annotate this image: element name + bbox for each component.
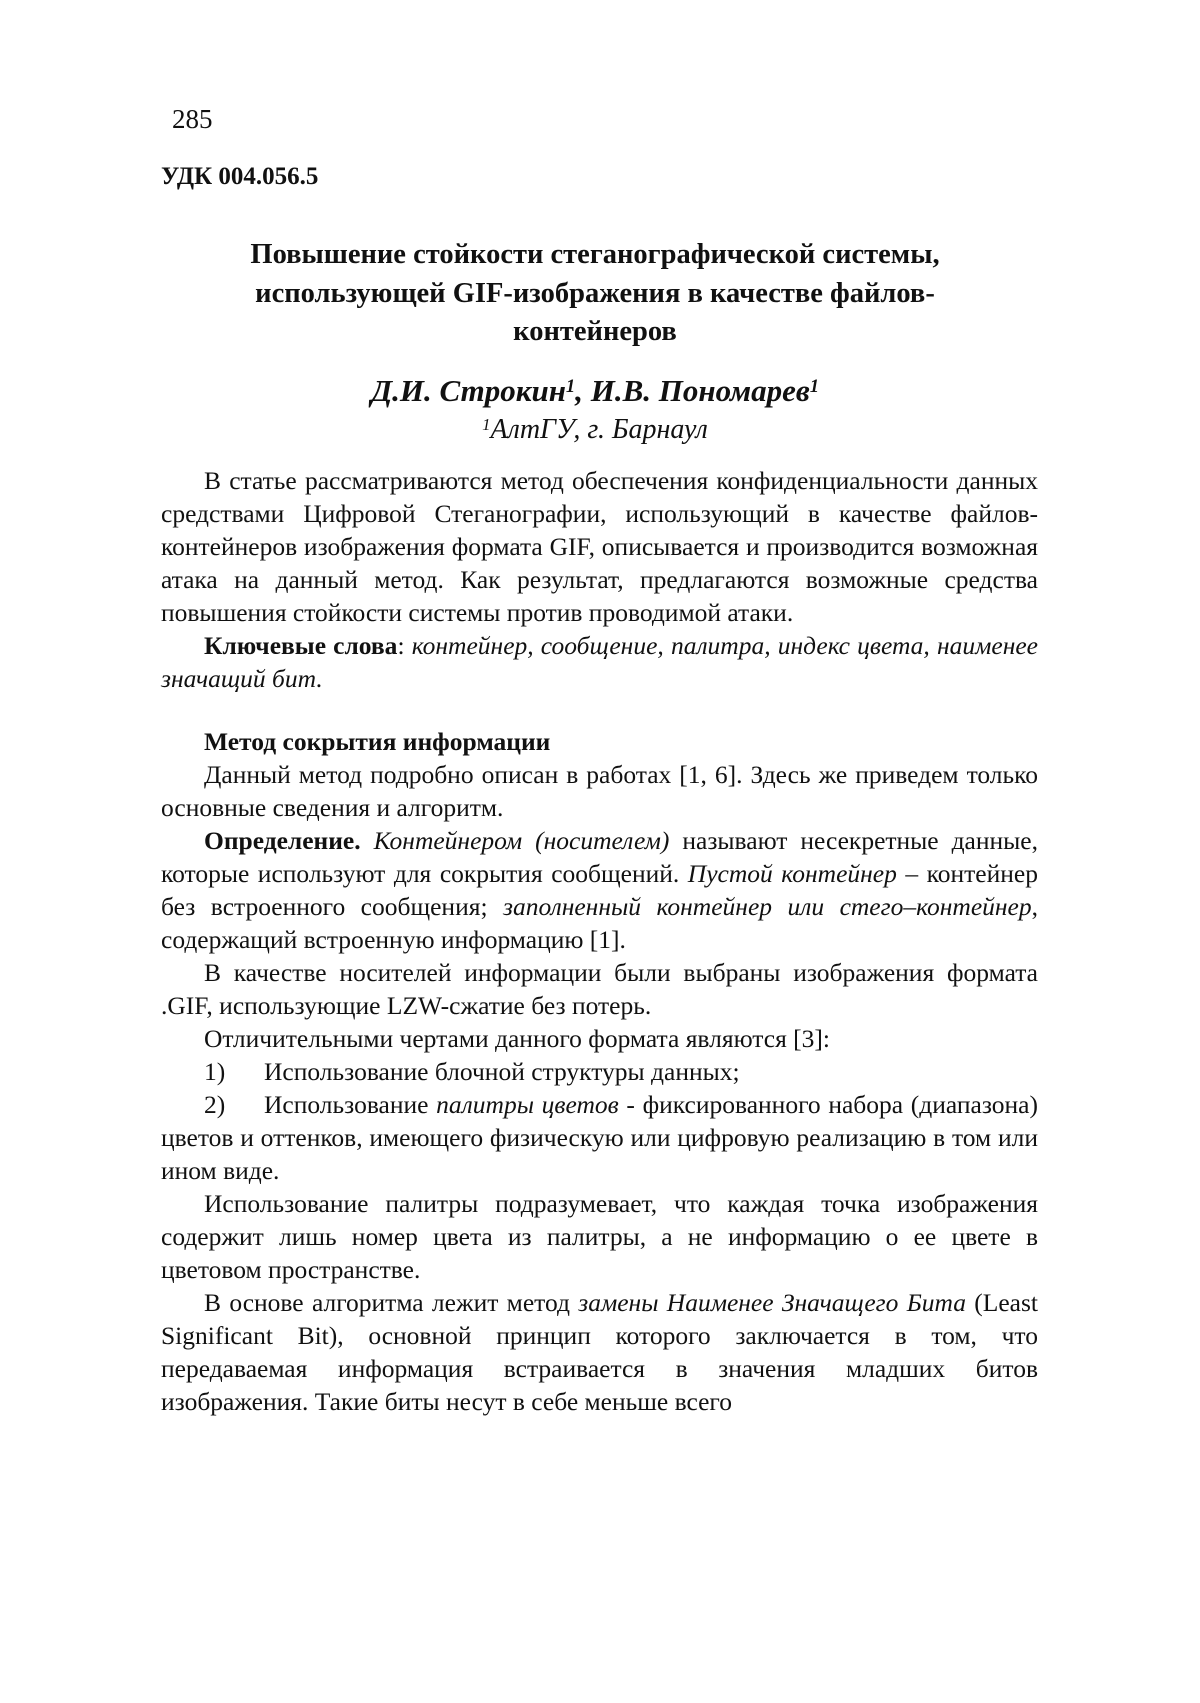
paragraph — [161, 1286, 1038, 1418]
paragraph-text: (Least Significant Bit), основной принцип которого заключается в том, что передаваемая информация встраивается в значения младших битов изображения. Такие биты несут в себе меньше всего — [161, 1288, 1038, 1416]
author-affiliation-mark: 1 — [810, 376, 819, 397]
paper-title — [150, 236, 1040, 352]
definition — [161, 824, 1038, 956]
list-item — [161, 1088, 1038, 1187]
paragraph: В качестве носителей информации были выбраны изображения формата .GIF, использующие LZW-сжатие без потерь. — [161, 956, 1038, 1022]
title-line: Повышение стойкости стеганографической системы, — [150, 236, 1040, 275]
definition-term: Контейнером (носителем) — [374, 826, 670, 855]
list-term: палитры цветов — [436, 1090, 619, 1119]
section-gap — [161, 695, 1038, 725]
definition-text: – контейнер без встроенного сообщения; — [161, 859, 1038, 921]
paragraph-term: замены Наименее Значащего Бита — [578, 1288, 966, 1317]
keywords — [161, 629, 1038, 695]
definition-term: Пустой контейнер — [688, 859, 897, 888]
definition-term: заполненный контейнер или стего–контейнер — [503, 892, 1032, 921]
keywords-label: Ключевые слова — [204, 631, 397, 660]
definition-text: называют несекретные данные, которые используют для сокрытия сообщений. — [161, 826, 1038, 888]
authors — [150, 372, 1040, 410]
paragraph-text: В основе алгоритма лежит метод — [204, 1288, 578, 1317]
author-affiliation-mark: 1 — [566, 376, 575, 397]
paragraph: Данный метод подробно описан в работах [1, 6]. Здесь же приведем только основные сведения и алгоритм. — [161, 758, 1038, 824]
page — [0, 0, 1200, 1703]
author-name: Д.И. Строкин — [371, 373, 566, 408]
definition-text: , содержащий встроенную информацию [1]. — [161, 892, 1038, 954]
list-text: Использование — [264, 1090, 436, 1119]
list-number: 1) — [204, 1055, 264, 1088]
paper-body — [161, 464, 1038, 1418]
affiliation-text: АлтГУ, г. Барнаул — [491, 414, 708, 445]
list-text: - фиксированного набора (диапазона) цветов и оттенков, имеющего физическую или цифровую реализацию в том или ином виде. — [161, 1090, 1038, 1185]
affiliation — [150, 411, 1040, 449]
keywords-colon: : — [397, 631, 411, 660]
list-number: 2) — [204, 1088, 264, 1121]
paragraph: Использование палитры подразумевает, что каждая точка изображения содержит лишь номер цвета из палитры, а не информацию о ее цвете в цветовом пространстве. — [161, 1187, 1038, 1286]
page-number: 285 — [172, 104, 213, 135]
definition-label: Определение. — [204, 826, 361, 855]
list-text: Использование блочной структуры данных; — [264, 1057, 740, 1086]
udk-code: УДК 004.056.5 — [161, 163, 318, 191]
abstract: В статье рассматриваются метод обеспечения конфиденциальности данных средствами Цифровой Стеганографии, использующий в качестве файлов-контейнеров изображения формата GIF, описывается и производится возможная атака на данный метод. Как результат, предлагаются возможные средства повышения стойкости системы против проводимой атаки. — [161, 464, 1038, 629]
author-name: И.В. Пономарев — [591, 373, 810, 408]
paragraph: Отличительными чертами данного формата являются [3]: — [161, 1022, 1038, 1055]
list-item — [161, 1055, 1038, 1088]
author-separator: , — [575, 373, 591, 408]
title-line: использующей GIF-изображения в качестве файлов- — [150, 275, 1040, 314]
keywords-text: контейнер, сообщение, палитра, индекс цвета, наименее значащий бит. — [161, 631, 1038, 693]
section-heading: Метод сокрытия информации — [161, 725, 1038, 758]
affiliation-mark: 1 — [482, 415, 490, 434]
title-line: контейнеров — [150, 313, 1040, 352]
